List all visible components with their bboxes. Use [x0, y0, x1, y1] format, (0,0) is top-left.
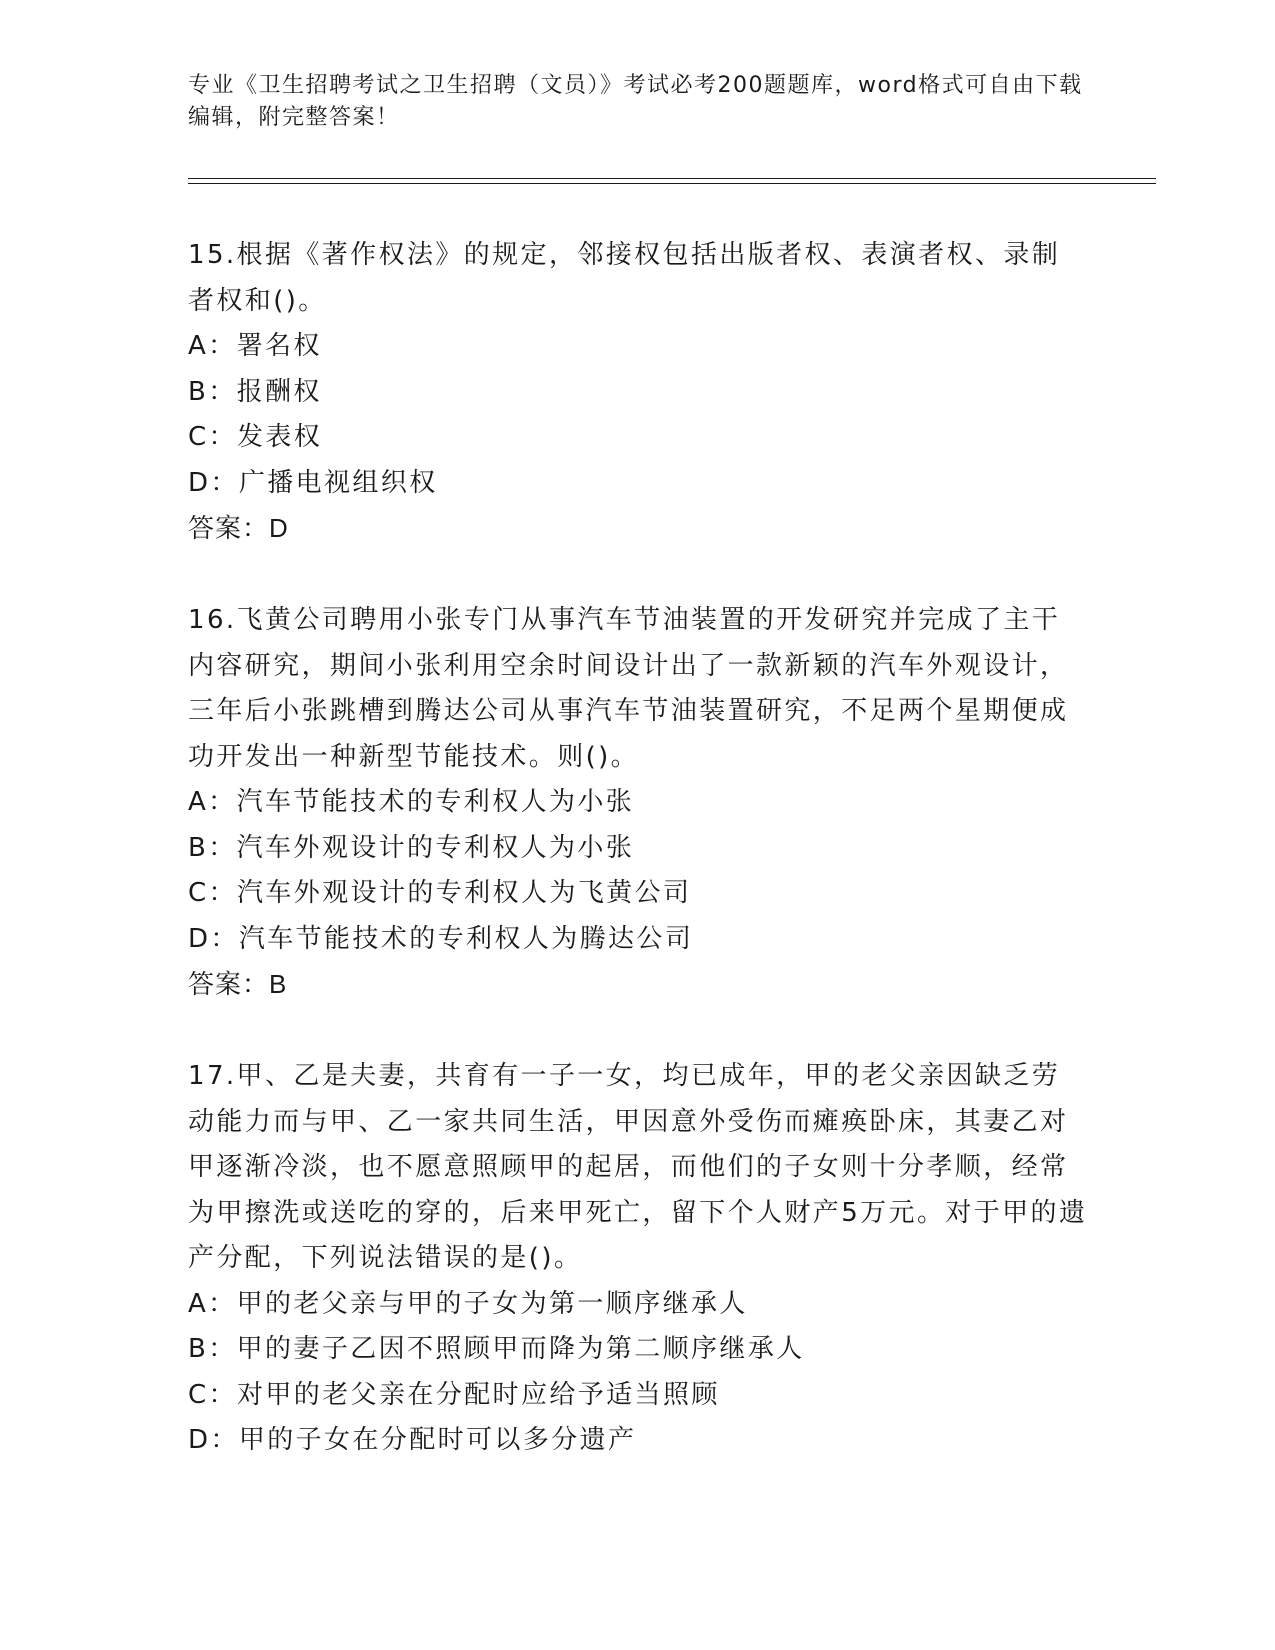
- answer: 答案：D: [188, 513, 289, 543]
- option-c: C：汽车外观设计的专利权人为飞黄公司: [188, 878, 692, 908]
- option-d: D：汽车节能技术的专利权人为腾达公司: [188, 923, 694, 954]
- option-b: B：报酬权: [188, 376, 322, 407]
- option-d: D：甲的子女在分配时可以多分遗产: [188, 1425, 637, 1455]
- question-17: [188, 1054, 1088, 1464]
- question-15: [188, 233, 1088, 552]
- document-header: 专业《卫生招聘考试之卫生招聘（文员）》考试必考200题题库，word格式可自由下载编辑，附完整答案！: [188, 73, 1083, 130]
- answer: 答案：B: [188, 969, 288, 999]
- question-16: [188, 598, 1088, 1008]
- option-a: A：汽车节能技术的专利权人为小张: [188, 787, 635, 817]
- option-d: D：广播电视组织权: [188, 467, 438, 498]
- option-b: B：汽车外观设计的专利权人为小张: [188, 832, 635, 863]
- option-a: A：署名权: [188, 331, 322, 361]
- question-stem: 16.飞黄公司聘用小张专门从事汽车节油装置的开发研究并完成了主干内容研究，期间小张利用空余时间设计出了一款新颖的汽车外观设计，三年后小张跳槽到腾达公司从事汽车节油装置研究，不足两个星期便成功开发出一种新型节能技术。则()。: [188, 605, 1069, 772]
- question-stem: 17.甲、乙是夫妻，共育有一子一女，均已成年，甲的老父亲因缺乏劳动能力而与甲、乙一家共同生活，甲因意外受伤而瘫痪卧床，其妻乙对甲逐渐冷淡，也不愿意照顾甲的起居，而他们的子女则十分孝顺，经常为甲擦洗或送吃的穿的，后来甲死亡，留下个人财产5万元。对于甲的遗产分配，下列说法错误的是()。: [188, 1061, 1088, 1273]
- header-divider-bottom: [188, 183, 1156, 184]
- option-c: C：发表权: [188, 422, 323, 452]
- header-divider-top: [188, 178, 1156, 179]
- question-stem: 15.根据《著作权法》的规定，邻接权包括出版者权、表演者权、录制者权和()。: [188, 240, 1061, 316]
- option-b: B：甲的妻子乙因不照顾甲而降为第二顺序继承人: [188, 1334, 805, 1364]
- option-a: A：甲的老父亲与甲的子女为第一顺序继承人: [188, 1288, 748, 1319]
- option-c: C：对甲的老父亲在分配时应给予适当照顾: [188, 1379, 720, 1410]
